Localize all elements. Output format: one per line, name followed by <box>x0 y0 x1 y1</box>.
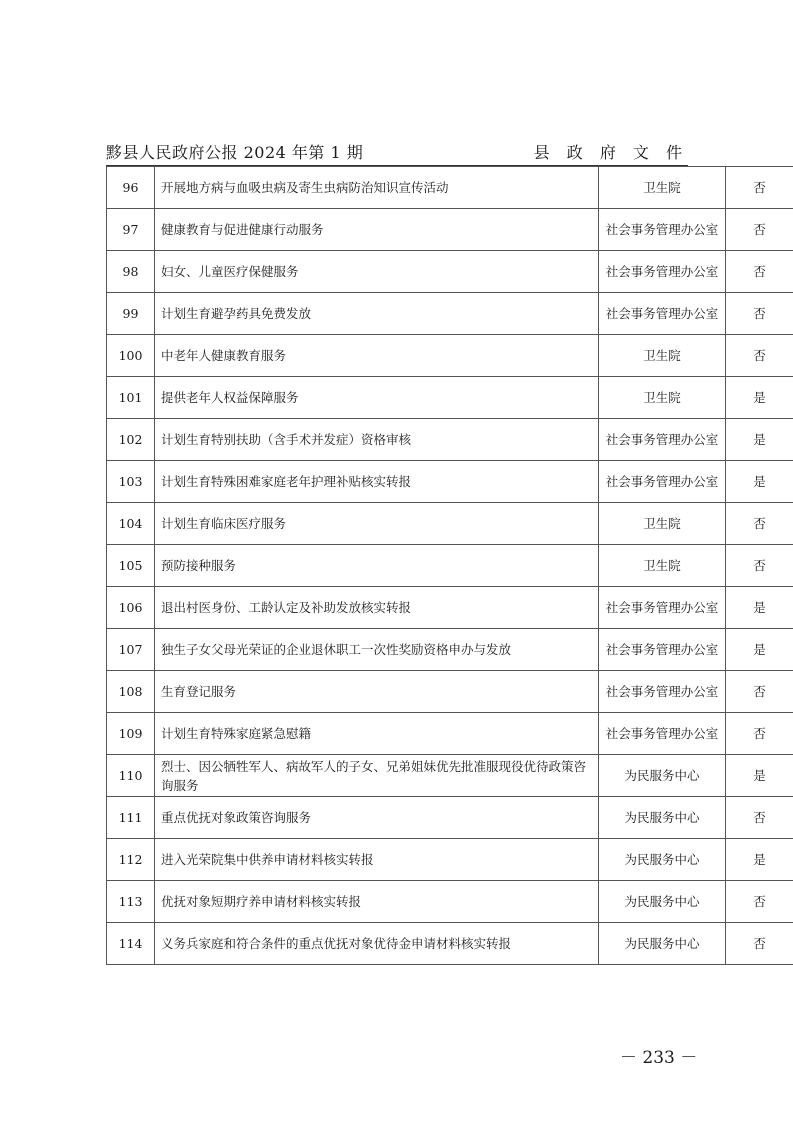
row-number: 107 <box>107 629 155 671</box>
table-row <box>107 461 793 503</box>
flag-value: 否 <box>726 293 793 335</box>
flag-value: 是 <box>726 377 793 419</box>
flag-value: 是 <box>726 629 793 671</box>
service-name: 计划生育特别扶助（含手术并发症）资格审核 <box>155 419 599 461</box>
responsible-unit: 社会事务管理办公室 <box>599 713 726 755</box>
flag-value: 否 <box>726 713 793 755</box>
table-row <box>107 587 793 629</box>
responsible-unit: 为民服务中心 <box>599 881 726 923</box>
table-row <box>107 209 793 251</box>
row-number: 98 <box>107 251 155 293</box>
flag-value: 否 <box>726 251 793 293</box>
service-list-table <box>106 166 793 965</box>
responsible-unit: 社会事务管理办公室 <box>599 251 726 293</box>
row-number: 97 <box>107 209 155 251</box>
responsible-unit: 社会事务管理办公室 <box>599 209 726 251</box>
service-name: 妇女、儿童医疗保健服务 <box>155 251 599 293</box>
service-name: 义务兵家庭和符合条件的重点优抚对象优待金申请材料核实转报 <box>155 923 599 965</box>
row-number: 101 <box>107 377 155 419</box>
row-number: 100 <box>107 335 155 377</box>
table-row <box>107 167 793 209</box>
service-name: 健康教育与促进健康行动服务 <box>155 209 599 251</box>
flag-value: 否 <box>726 545 793 587</box>
row-number: 113 <box>107 881 155 923</box>
flag-value: 否 <box>726 923 793 965</box>
section-title: 县 政 府 文 件 <box>533 143 688 162</box>
responsible-unit: 社会事务管理办公室 <box>599 671 726 713</box>
flag-value: 否 <box>726 671 793 713</box>
row-number: 104 <box>107 503 155 545</box>
table-row <box>107 545 793 587</box>
row-number: 108 <box>107 671 155 713</box>
flag-value: 否 <box>726 881 793 923</box>
table-row <box>107 629 793 671</box>
row-number: 111 <box>107 797 155 839</box>
row-number: 106 <box>107 587 155 629</box>
responsible-unit: 为民服务中心 <box>599 839 726 881</box>
flag-value: 是 <box>726 419 793 461</box>
table-row <box>107 419 793 461</box>
row-number: 103 <box>107 461 155 503</box>
flag-value: 是 <box>726 755 793 797</box>
service-name: 独生子女父母光荣证的企业退休职工一次性奖励资格申办与发放 <box>155 629 599 671</box>
flag-value: 否 <box>726 167 793 209</box>
table-row <box>107 839 793 881</box>
service-name: 开展地方病与血吸虫病及寄生虫病防治知识宣传活动 <box>155 167 599 209</box>
service-name: 重点优抚对象政策咨询服务 <box>155 797 599 839</box>
flag-value: 否 <box>726 209 793 251</box>
service-name: 计划生育特殊家庭紧急慰籍 <box>155 713 599 755</box>
service-name: 预防接种服务 <box>155 545 599 587</box>
responsible-unit: 为民服务中心 <box>599 797 726 839</box>
row-number: 96 <box>107 167 155 209</box>
responsible-unit: 卫生院 <box>599 335 726 377</box>
row-number: 102 <box>107 419 155 461</box>
responsible-unit: 卫生院 <box>599 503 726 545</box>
service-name: 计划生育避孕药具免费发放 <box>155 293 599 335</box>
responsible-unit: 卫生院 <box>599 167 726 209</box>
flag-value: 是 <box>726 587 793 629</box>
table-row <box>107 797 793 839</box>
row-number: 105 <box>107 545 155 587</box>
responsible-unit: 社会事务管理办公室 <box>599 293 726 335</box>
row-number: 99 <box>107 293 155 335</box>
responsible-unit: 社会事务管理办公室 <box>599 419 726 461</box>
table-row <box>107 923 793 965</box>
row-number: 109 <box>107 713 155 755</box>
flag-value: 否 <box>726 797 793 839</box>
row-number: 112 <box>107 839 155 881</box>
service-name: 进入光荣院集中供养申请材料核实转报 <box>155 839 599 881</box>
page-header <box>106 140 688 164</box>
table-row <box>107 671 793 713</box>
row-number: 114 <box>107 923 155 965</box>
row-number: 110 <box>107 755 155 797</box>
flag-value: 是 <box>726 839 793 881</box>
flag-value: 否 <box>726 503 793 545</box>
service-name: 生育登记服务 <box>155 671 599 713</box>
responsible-unit: 为民服务中心 <box>599 755 726 797</box>
service-name: 烈士、因公牺牲军人、病故军人的子女、兄弟姐妹优先批准服现役优待政策咨询服务 <box>155 755 599 797</box>
service-name: 计划生育特殊困难家庭老年护理补贴核实转报 <box>155 461 599 503</box>
page-number: － 233 － <box>620 1048 698 1068</box>
service-name: 计划生育临床医疗服务 <box>155 503 599 545</box>
table-row <box>107 293 793 335</box>
service-name: 提供老年人权益保障服务 <box>155 377 599 419</box>
responsible-unit: 社会事务管理办公室 <box>599 461 726 503</box>
flag-value: 否 <box>726 335 793 377</box>
responsible-unit: 社会事务管理办公室 <box>599 629 726 671</box>
table-row <box>107 251 793 293</box>
responsible-unit: 社会事务管理办公室 <box>599 587 726 629</box>
responsible-unit: 卫生院 <box>599 545 726 587</box>
table-row <box>107 335 793 377</box>
table-row <box>107 881 793 923</box>
bulletin-title: 黟县人民政府公报 2024 年第 1 期 <box>106 143 364 162</box>
service-name: 优抚对象短期疗养申请材料核实转报 <box>155 881 599 923</box>
flag-value: 是 <box>726 461 793 503</box>
table-row <box>107 755 793 797</box>
service-name: 退出村医身份、工龄认定及补助发放核实转报 <box>155 587 599 629</box>
table-row <box>107 377 793 419</box>
table-row <box>107 713 793 755</box>
responsible-unit: 为民服务中心 <box>599 923 726 965</box>
service-name: 中老年人健康教育服务 <box>155 335 599 377</box>
responsible-unit: 卫生院 <box>599 377 726 419</box>
table-row <box>107 503 793 545</box>
